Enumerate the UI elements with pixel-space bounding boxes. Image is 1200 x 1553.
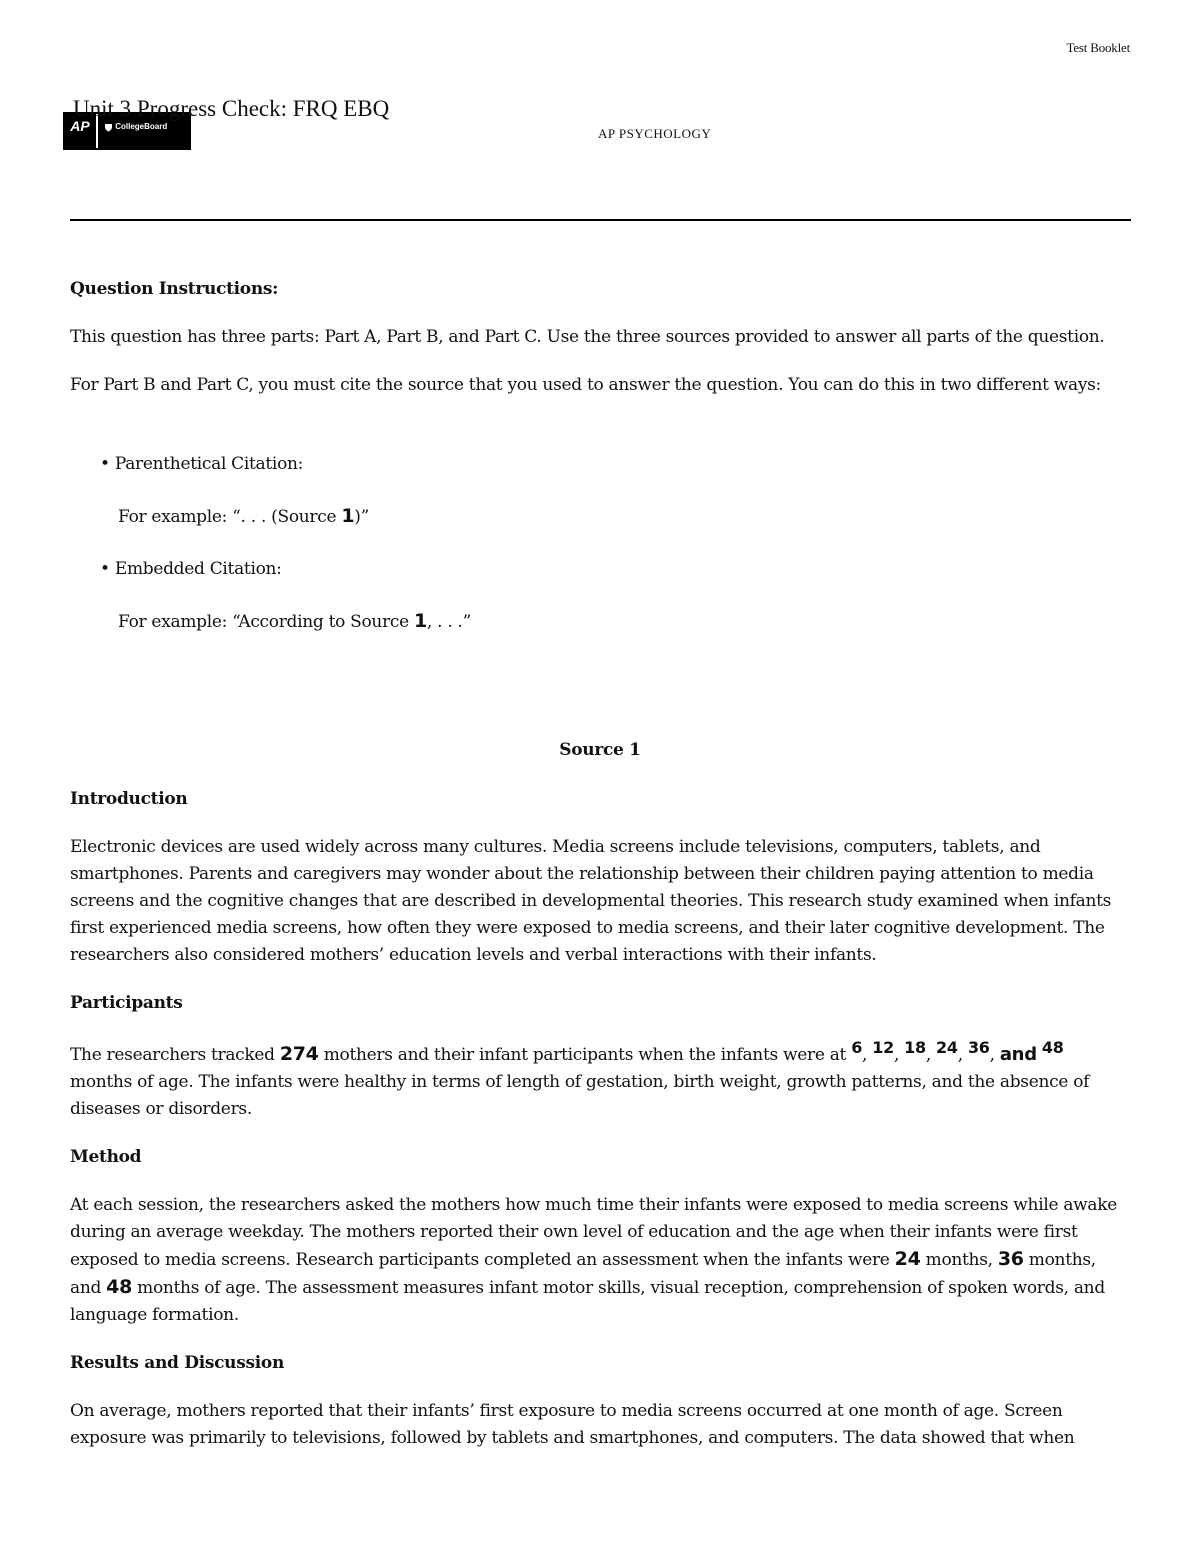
results-text: On average, mothers reported that their infants’ first exposure to media screens occurred at one month of age. Screen exposure was primarily to televisions, followed by tablets and smartphones, and computers. The data showed that when	[70, 1401, 1075, 1448]
instructions-paragraph-1: This question has three parts: Part A, Part B, and Part C. Use the three sources provided to answer all parts of the question.	[70, 327, 1105, 347]
bullet-parenthetical: • Parenthetical Citation:	[100, 454, 304, 474]
example-embedded: For example: “According to Source 1, . . .”	[118, 610, 472, 632]
logo-brand-text: CollegeBoard	[115, 122, 168, 132]
source-1-title: Source 1	[559, 740, 641, 760]
introduction-heading: Introduction	[70, 789, 188, 809]
subject-label: AP PSYCHOLOGY	[598, 126, 712, 141]
header-divider	[70, 219, 1131, 221]
introduction-text: Electronic devices are used widely across many cultures. Media screens include televisions, computers, tablets, and smartphones. Parents and caregivers may wonder about the relationship between their children paying attention to media screens and the cognitive changes that are described in developmental theories. This research study examined when infants first experienced media screens, how often they were exposed to media screens, and their later cognitive development. The researchers also considered mothers’ education levels and verbal interactions with their infants.	[70, 837, 1112, 965]
method-text: At each session, the researchers asked the mothers how much time their infants were exposed to media screens while awake during an average weekday. The mothers reported their own level of education and the age when their infants were first exposed to media screens. Research participants completed an assessment when the infants were 24 months, 36 months, and 48 months of age. The assessment measures infant motor skills, visual reception, comprehension of spoken words, and language formation.	[70, 1195, 1118, 1325]
logo-ap-mark: AP	[64, 114, 98, 148]
booklet-label: Test Booklet	[1066, 40, 1130, 55]
acorn-icon	[104, 122, 113, 132]
bullet-embedded: • Embedded Citation:	[100, 559, 282, 579]
unit-title: Unit 3 Progress Check: FRQ EBQ	[73, 96, 390, 121]
question-content	[70, 276, 1130, 1452]
method-heading: Method	[70, 1147, 142, 1167]
example-parenthetical: For example: “. . . (Source 1)”	[118, 505, 369, 527]
instructions-paragraph-2: For Part B and Part C, you must cite the source that you used to answer the question. You can do this in two different ways:	[70, 375, 1101, 395]
results-heading: Results and Discussion	[70, 1353, 285, 1373]
instructions-heading: Question Instructions:	[70, 279, 279, 299]
participants-heading: Participants	[70, 993, 183, 1013]
participants-text: The researchers tracked 274 mothers and their infant participants when the infants were at 6, 12, 18, 24, 36, and 48 months of age. The infants were healthy in terms of length of gestation, birth weight, growth patterns, and the absence of diseases or disorders.	[70, 1038, 1090, 1119]
